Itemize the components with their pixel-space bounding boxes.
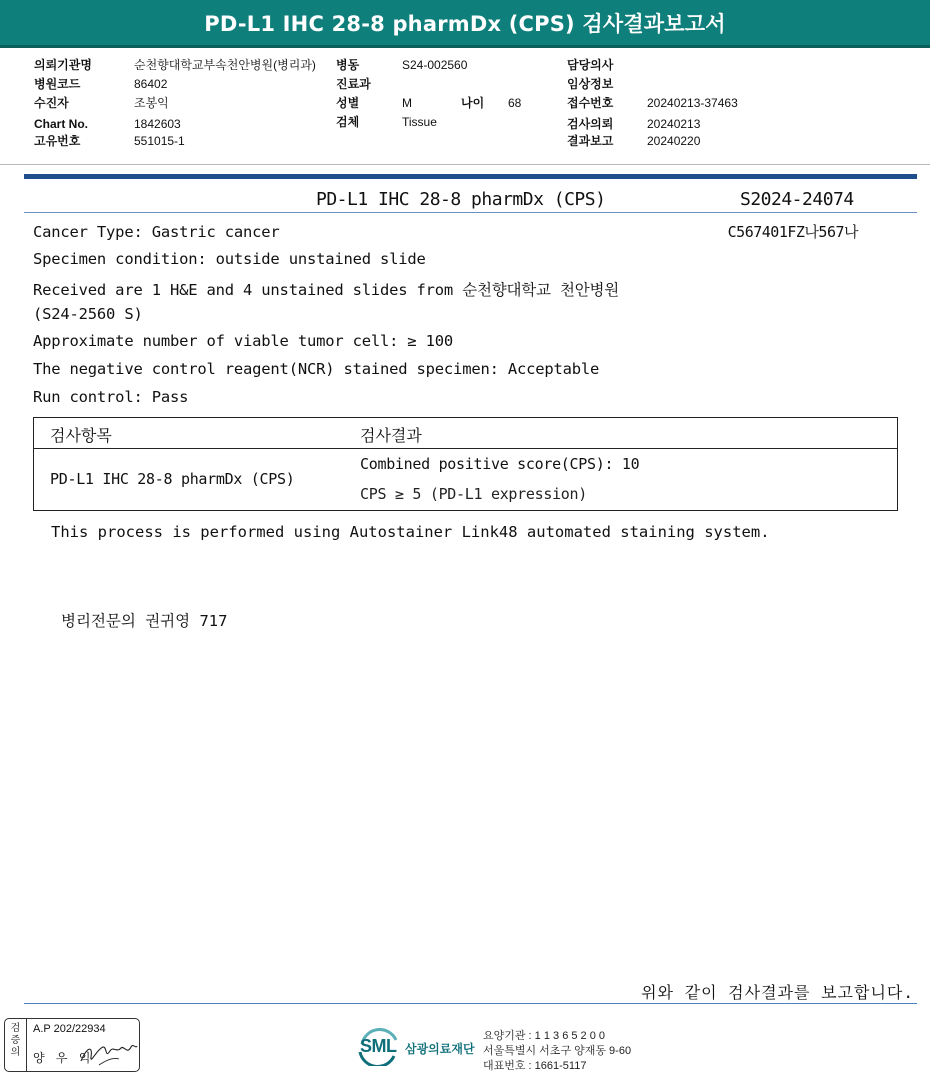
ward-label: 병동 [336,58,360,72]
report-title-bar [0,0,930,48]
age-value: 68 [508,96,522,110]
sex-value: M [402,96,412,110]
pathologist-signature-line: 병리전문의 권귀영 717 [61,612,228,630]
phone-number: 대표번호 : 1661-5117 [483,1060,587,1072]
stamp-ap-number: A.P 202/22934 [33,1023,106,1035]
age-label: 나이 [461,96,485,110]
hospital-code-label: 병원코드 [34,77,81,91]
specimen-condition-line: Specimen condition: outside unstained slide [33,250,426,268]
result-item: PD-L1 IHC 28-8 pharmDx (CPS) [50,470,295,488]
institution-value: 순천향대학교부속천안병원(병리과) [134,58,316,72]
sub-code: C567401FZ나567나 [727,223,858,241]
footer-divider [24,1003,917,1004]
patient-value: 조봉익 [134,96,169,110]
report-date-label: 결과보고 [567,134,614,148]
request-label: 검사의뢰 [567,117,614,131]
patient-label: 수진자 [34,96,69,110]
clinical-label: 임상정보 [567,77,614,91]
title-underline [24,212,917,213]
specimen-value: Tissue [402,115,437,129]
patient-info-col1 [34,56,334,156]
request-value: 20240213 [647,117,701,131]
organization-name: 삼광의료재단 [405,1042,475,1056]
test-code: S2024-24074 [740,189,854,210]
ward-value: S24-002560 [402,58,468,72]
provider-code: 요양기관 : 1 1 3 6 5 2 0 0 [483,1030,606,1042]
run-control-line: Run control: Pass [33,388,189,406]
handwritten-signature-icon [79,1039,139,1069]
header-test-item: 검사항목 [50,428,112,445]
header-divider [0,164,930,165]
address: 서울특별시 서초구 양재동 9-60 [483,1045,632,1057]
closing-statement: 위와 같이 검사결과를 보고합니다. [641,983,914,1002]
institution-label: 의뢰기관명 [34,58,92,72]
received-line-cont: (S24-2560 S) [33,305,143,323]
result-table [33,417,898,511]
receipt-value: 20240213-37463 [647,96,738,110]
chart-value: 1842603 [134,117,181,131]
doctor-label: 담당의사 [567,58,614,72]
stamp-verifier-name: 양 우 익 [33,1051,95,1065]
receipt-label: 접수번호 [567,96,614,110]
ncr-line: The negative control reagent(NCR) stained specimen: Acceptable [33,360,600,378]
specimen-label: 검체 [336,115,360,129]
header-test-result: 검사결과 [360,428,422,445]
verifier-stamp [4,1018,140,1072]
process-note: This process is performed using Autostainer Link48 automated staining system. [51,523,770,541]
tumor-cell-line: Approximate number of viable tumor cell: ≥ 100 [33,332,454,350]
report-top-bar [24,174,917,179]
result-table-header-row [34,418,897,449]
stamp-side-text: 검증의 [10,1023,21,1058]
result-cps-interpretation: CPS ≥ 5 (PD-L1 expression) [360,485,588,503]
patient-info-col2 [336,56,556,156]
result-cps-score: Combined positive score(CPS): 10 [360,455,640,473]
test-title: PD-L1 IHC 28-8 pharmDx (CPS) [316,189,606,210]
report-title: PD-L1 IHC 28-8 pharmDx (CPS) 검사결과보고서 [204,11,726,36]
cancer-type-line: Cancer Type: Gastric cancer [33,223,280,241]
sex-label: 성별 [336,96,360,110]
patient-info-col3 [567,56,767,156]
sml-logo-text: SML [360,1036,397,1056]
report-date-value: 20240220 [647,134,701,148]
received-line: Received are 1 H&E and 4 unstained slides from 순천향대학교 천안병원 [33,281,620,299]
dept-label: 진료과 [336,77,371,91]
unique-value: 551015-1 [134,134,185,148]
stamp-side-label [5,1019,27,1071]
unique-label: 고유번호 [34,134,81,148]
hospital-code-value: 86402 [134,77,168,91]
chart-label: Chart No. [34,117,88,131]
